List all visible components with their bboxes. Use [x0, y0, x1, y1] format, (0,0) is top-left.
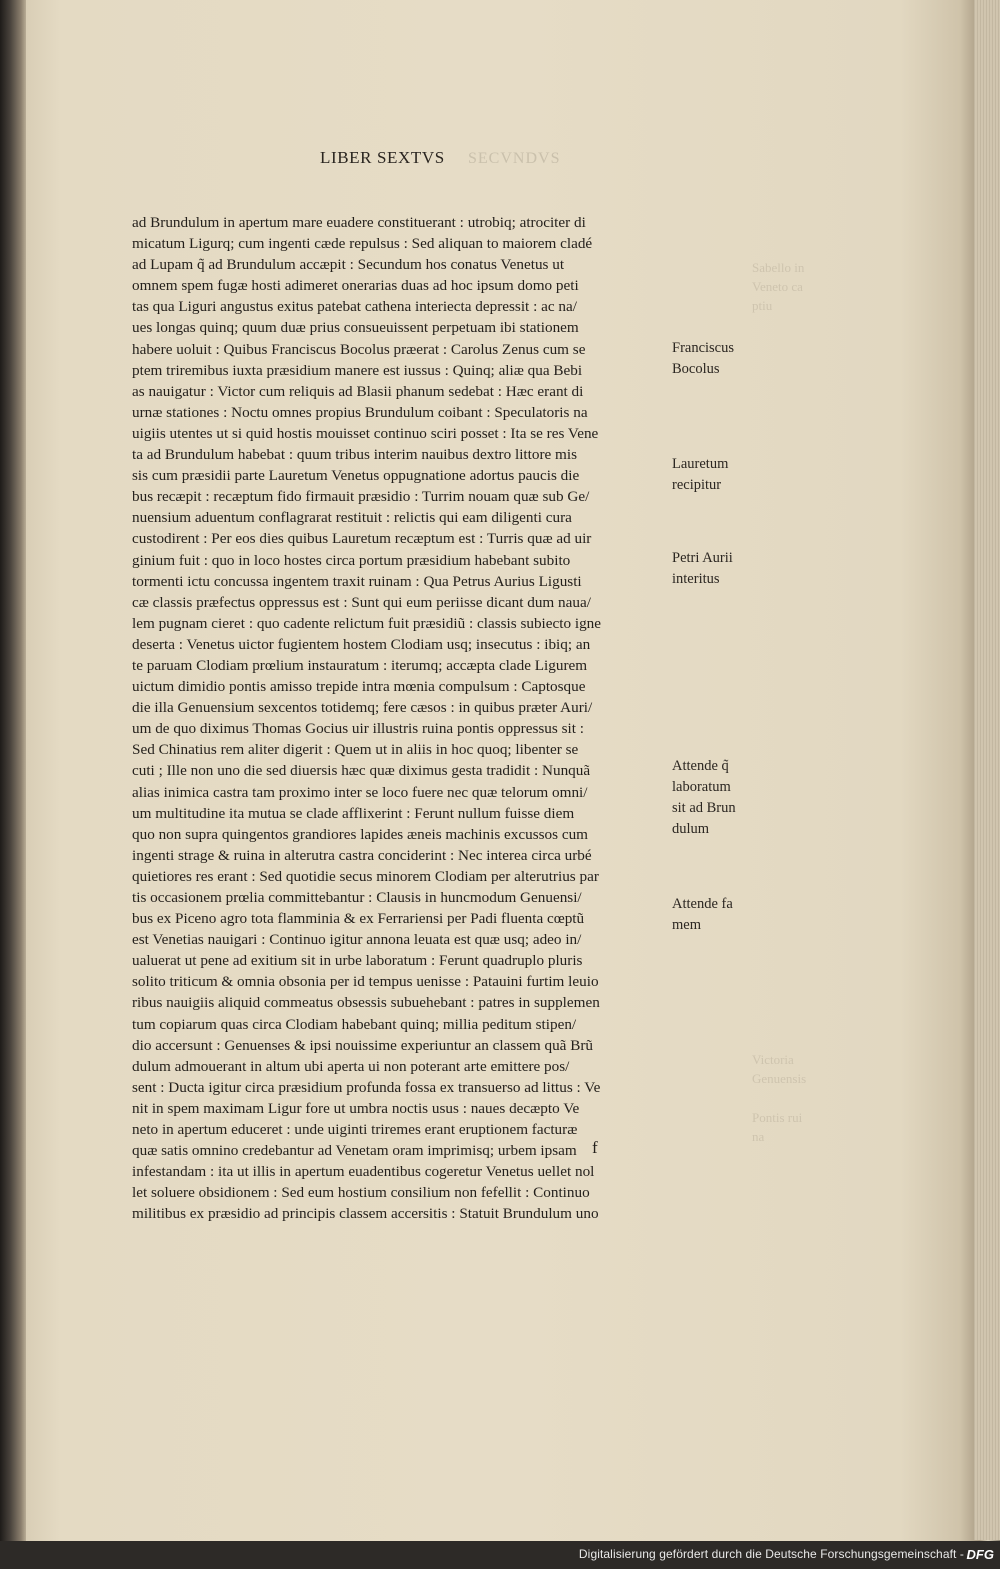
- show-through-head: SECVNDVS: [468, 150, 561, 167]
- margin-note-famem: Attende fa mem: [672, 896, 733, 933]
- digitization-footer-bar: [0, 1541, 1000, 1569]
- text-line: bus ex Piceno agro tota flamminia & ex Ferrariensi per Padi fluenta cœptũ: [132, 910, 585, 928]
- text-line: sent : Ducta igitur circa præsidium profunda fossa ex transuerso ad littus : Ve: [132, 1078, 601, 1096]
- text-line: habere uoluit : Quibus Franciscus Bocolus præerat : Carolus Zenus cum se: [132, 340, 586, 358]
- running-head: LIBER SEXTVS: [320, 148, 445, 167]
- margin-note-bocolus: Franciscus Bocolus: [672, 340, 735, 377]
- text-line: cæ classis præfectus oppressus est : Sunt qui eum periisse dicant dum naua/: [132, 593, 591, 611]
- text-line: uictum dimidio pontis amisso trepide intra mœnia compulsum : Captosque: [132, 678, 586, 696]
- show-through-note: Sabello in Veneto ca ptiu: [752, 260, 805, 313]
- book-spine: [0, 0, 26, 1569]
- text-line: nit in spem maximam Ligur fore ut umbra noctis usus : naues decæpto Ve: [132, 1099, 580, 1117]
- show-through-note: Victoria Genuensis: [752, 1052, 807, 1086]
- margin-note-aurii: Petri Aurii interitus: [672, 550, 733, 587]
- text-line: micatum Ligurq; cum ingenti cæde repulsus : Sed aliquan to maiorem cladé: [132, 235, 593, 253]
- text-line: nuensium aduentum conflagrarat restituit : relictis qui eam diligenti cura: [132, 509, 572, 527]
- signature-mark: f: [592, 1138, 598, 1157]
- text-line: quo non supra quingentos grandiores lapides æneis machinis excussos cum: [132, 825, 588, 843]
- text-line: bus recæpit : recæptum fido firmauit præsidio : Turrim nouam quæ sub Ge/: [132, 488, 590, 506]
- text-line: sis cum præsidii parte Lauretum Venetus oppugnatione adortus paucis die: [132, 467, 580, 485]
- text-line: urnæ stationes : Noctu omnes propius Brundulum coibant : Speculatoris na: [132, 403, 588, 421]
- text-line: est Venetias nauigari : Continuo igitur annona leuata est quæ usq; adeo in/: [132, 931, 582, 949]
- text-line: quietiores res erant : Sed quotidie secus minorem Clodiam per alterutrius par: [132, 867, 599, 885]
- text-line: deserta : Venetus uictor fugientem hostem Clodiam usq; insecutus : ibiq; an: [132, 635, 591, 653]
- margin-note-lauretum: Lauretum recipitur: [672, 456, 729, 493]
- text-line: ad Lupam q̃ ad Brundulum accæpit : Secundum hos conatus Venetus ut: [132, 256, 565, 274]
- text-line: dulum admouerant in altum ubi aperta ui non poterant arte emittere pos/: [132, 1057, 570, 1075]
- text-line: cuti ; Ille non uno die sed diuersis hæc quæ diximus gesta tradidit : Nunquã: [132, 762, 591, 780]
- text-line: ues longas quinq; quum duæ prius consueuissent perpetuam ibi stationem: [132, 319, 579, 337]
- text-line: solito triticum & omnia obsonia per id tempus uenisse : Patauini furtim leuio: [132, 973, 599, 991]
- text-line: ad Brundulum in apertum mare euadere constituerant : utrobiq; atrociter di: [132, 214, 586, 231]
- text-line: ingenti strage & ruina in alterutra castra conciderint : Nec interea circa urbé: [132, 846, 592, 864]
- text-line: dio accersunt : Genuenses & ipsi nouissime experiuntur an classem quã Brũ: [132, 1036, 594, 1054]
- text-line: ribus nauigiis aliquid commeatus obsessis subuehebant : patres in supplemen: [132, 994, 600, 1012]
- text-line: ta ad Brundulum habebat : quum tribus interim nauibus dextro littore mis: [132, 446, 578, 464]
- text-line: let soluere obsidionem : Sed eum hostium consilium non fefellit : Continuo: [132, 1184, 590, 1202]
- text-line: tormenti ictu concussa ingentem traxit ruinam : Qua Petrus Aurius Ligusti: [132, 572, 582, 590]
- text-line: die illa Genuensium sexcentos totidemq; fere cæsos : in quibus præter Auri/: [132, 699, 593, 717]
- text-line: um de quo diximus Thomas Gocius uir illustris ruina pontis oppressus sit :: [132, 720, 584, 738]
- text-line: um multitudine ita mutua se clade afflixerint : Ferunt nullum fuisse diem: [132, 804, 575, 822]
- body-text-column: [132, 212, 652, 1225]
- text-line: omnem spem fugæ hosti adimeret onerarias duas ad hoc ipsum domo peti: [132, 277, 579, 295]
- margin-note-brundulum: Attende q̃ laboratum sit ad Brun dulum: [672, 758, 736, 837]
- text-line: uigiis utentes ut si quid hostis mouisset continuo sciri posset : Ita se res Vene: [132, 424, 599, 442]
- text-line: custodirent : Per eos dies quibus Lauretum recæptum est : Turris quæ ad uir: [132, 530, 592, 548]
- dfg-logo: DFG: [966, 1547, 994, 1562]
- text-line: neto in apertum educeret : unde uiginti triremes erant eruptionem facturæ: [132, 1121, 578, 1139]
- page-fore-edge: [974, 0, 1000, 1540]
- text-line: te paruam Clodiam prœlium instauratum : iterumq; accæpta clade Ligurem: [132, 656, 588, 674]
- show-through-note: Pontis rui na: [752, 1110, 803, 1144]
- text-line: alias inimica castra tam proximo inter se loco fuere nec quæ telorum omni/: [132, 783, 588, 801]
- text-line: tis occasionem prœlia committebantur : Clausis in huncmodum Genuensi/: [132, 889, 582, 906]
- text-line: militibus ex præsidio ad principis classem accersitis : Statuit Brundulum uno: [132, 1205, 599, 1223]
- text-line: ualuerat ut pene ad exitium sit in urbe laboratum : Ferunt quadruplo pluris: [132, 952, 583, 970]
- text-line: tum copiarum quas circa Clodiam habebant quinq; millia peditum stipen/: [132, 1015, 577, 1033]
- text-line: as nauigatur : Victor cum reliquis ad Blasii phanum sedebat : Hæc erant di: [132, 382, 584, 400]
- digitization-credit: Digitalisierung gefördert durch die Deutsche Forschungsgemeinschaft -: [578, 1547, 964, 1561]
- text-line: quæ satis omnino credebantur ad Venetam oram imprimisq; urbem ipsam: [132, 1142, 577, 1160]
- text-line: tas qua Liguri angustus exitus patebat cathena interiecta depressit : ac na/: [132, 298, 577, 316]
- text-line: Sed Chinatius rem aliter digerit : Quem ut in aliis in hoc quoq; libenter se: [132, 741, 579, 759]
- text-line: ptem triremibus iuxta præsidium manere est iussus : Quinq; aliæ qua Bebi: [132, 361, 583, 379]
- text-line: ginium fuit : quo in loco hostes circa portum præsidium habebant subito: [132, 551, 571, 569]
- text-line: infestandam : ita ut illis in apertum euadentibus cogeretur Venetus uellet nol: [132, 1163, 595, 1181]
- text-line: lem pugnam cieret : quo cadente relictum fuit præsidiũ : classis subiecto igne: [132, 614, 602, 632]
